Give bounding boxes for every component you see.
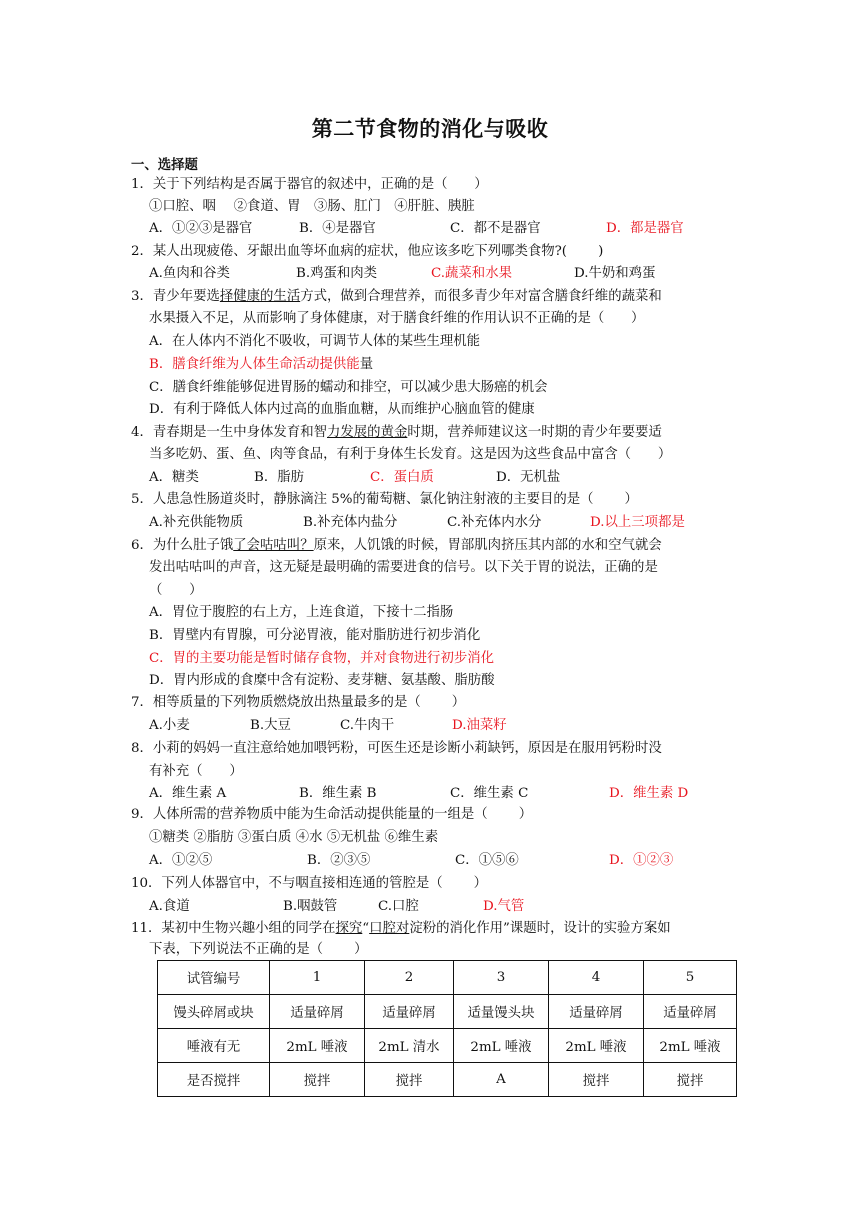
question-1-stem: 1．关于下列结构是否属于器官的叙述中，正确的是（ ）	[131, 177, 488, 192]
table-header-cell: 试管编号	[158, 961, 270, 995]
question-6-stem-line1: 6．为什么肚子饿了会咕咕叫？原来，人饥饿的时候，胃部肌肉挤压其内部的水和空气就会	[131, 538, 662, 553]
table-header-cell: 2	[365, 961, 454, 995]
option-b: B．维生素 B	[299, 786, 377, 801]
option-c: C.牛肉干	[340, 718, 395, 733]
question-7-stem: 7．相等质量的下列物质燃烧放出热量最多的是（ ）	[131, 695, 466, 710]
table-cell: 搅拌	[644, 1063, 737, 1097]
question-6-stem-line2: 发出咕咕叫的声音，这无疑是最明确的需要进食的信号。以下关于胃的说法，正确的是	[149, 560, 658, 575]
option-a: A.食道	[149, 899, 190, 914]
table-header-cell: 4	[549, 961, 644, 995]
table-cell: 适量碎屑	[644, 995, 737, 1029]
option-a: A．胃位于腹腔的右上方，上连食道，下接十二指肠	[149, 605, 454, 620]
question-11-stem-line2: 下表，下列说法不正确的是（ ）	[149, 942, 368, 957]
table-cell: 适量馒头块	[454, 995, 549, 1029]
table-cell: 馒头碎屑或块	[158, 995, 270, 1029]
question-8-stem-line2: 有补充（ ）	[149, 764, 243, 779]
table-cell: 2mL 唾液	[644, 1029, 737, 1063]
question-1-options	[149, 220, 709, 238]
option-c-answer: C.蔬菜和水果	[431, 266, 512, 281]
option-b: B.咽鼓管	[283, 899, 338, 914]
question-9-items: ①糖类 ②脂肪 ③蛋白质 ④水 ⑤无机盐 ⑥维生素	[149, 830, 439, 845]
option-d: D．有利于降低人体内过高的血脂血糖，从而维护心脑血管的健康	[149, 402, 535, 417]
option-a: A．①②③是器官	[149, 221, 253, 236]
table-cell: 是否搅拌	[158, 1063, 270, 1097]
question-9-stem: 9．人体所需的营养物质中能为生命活动提供能量的一组是（ ）	[131, 807, 533, 822]
question-11-stem-line1: 11．某初中生物兴趣小组的同学在探究“口腔对淀粉的消化作用”课题时，设计的实验方案如	[131, 921, 671, 936]
question-3-stem-line1: 3．青少年要选择健康的生活方式，做到合理营养，而很多青少年对富含膳食纤维的蔬菜和	[131, 289, 662, 304]
table-header-cell: 3	[454, 961, 549, 995]
question-8-options	[149, 785, 729, 803]
table-cell: 2mL 唾液	[549, 1029, 644, 1063]
question-1-items: ①口腔、咽 ②食道、胃 ③肠、肛门 ④肝脏、胰脏	[149, 199, 475, 214]
option-c: C．①⑤⑥	[455, 853, 519, 868]
option-d-answer: D．都是器官	[606, 221, 684, 236]
table-cell: 2mL 唾液	[454, 1029, 549, 1063]
section-heading: 一、选择题	[131, 157, 198, 173]
table-cell: 2mL 清水	[365, 1029, 454, 1063]
option-d-answer: D．①②③	[609, 853, 674, 868]
question-4-stem-line2: 当多吃奶、蛋、鱼、肉等食品，有利于身体生长发育。这是因为这些食品中富含（ ）	[149, 447, 672, 462]
table-cell: 唾液有无	[158, 1029, 270, 1063]
option-c-answer: C．蛋白质	[370, 470, 434, 485]
option-c: C．都不是器官	[450, 221, 541, 236]
question-8-stem-line1: 8．小莉的妈妈一直注意给她加喂钙粉，可医生还是诊断小莉缺钙，原因是在服用钙粉时没	[131, 741, 662, 756]
table-row	[158, 995, 737, 1029]
experiment-table	[157, 960, 737, 1097]
option-b: B．④是器官	[299, 221, 376, 236]
question-3-stem-line2: 水果摄入不足，从而影响了身体健康，对于膳食纤维的作用认识不正确的是（ ）	[149, 311, 645, 326]
option-c: C．维生素 C	[450, 786, 529, 801]
option-a: A.小麦	[149, 718, 190, 733]
option-a: A．①②⑤	[149, 853, 213, 868]
option-d: D.牛奶和鸡蛋	[574, 266, 656, 281]
question-5-stem: 5．人患急性肠道炎时，静脉滴注 5%的葡萄糖、氯化钠注射液的主要目的是（ ）	[131, 492, 638, 507]
table-cell: A	[454, 1063, 549, 1097]
question-4-stem-line1: 4．青春期是一生中身体发育和智力发展的黄金时期，营养师建议这一时期的青少年要要适	[131, 425, 662, 440]
question-2-options	[149, 265, 709, 283]
option-b: B.大豆	[250, 718, 291, 733]
question-6-stem-line3: （ ）	[149, 583, 203, 598]
option-d-answer: D．维生素 D	[609, 786, 689, 801]
option-c: C．膳食纤维能够促进胃肠的蠕动和排空，可以减少患大肠癌的机会	[149, 380, 548, 395]
table-cell: 搅拌	[365, 1063, 454, 1097]
table-header-cell: 5	[644, 961, 737, 995]
table-cell: 适量碎屑	[270, 995, 365, 1029]
option-a: A.补充供能物质	[149, 515, 244, 530]
table-row	[158, 1029, 737, 1063]
option-c: C.口腔	[378, 899, 419, 914]
option-d: D．胃内形成的食糜中含有淀粉、麦芽糖、氨基酸、脂肪酸	[149, 673, 495, 688]
option-c-answer: C．胃的主要功能是暂时储存食物，并对食物进行初步消化	[149, 651, 495, 666]
question-7-options	[149, 717, 709, 735]
option-a: A．维生素 A	[149, 786, 227, 801]
table-cell: 搅拌	[270, 1063, 365, 1097]
table-cell: 适量碎屑	[365, 995, 454, 1029]
option-b-answer: B．膳食纤维为人体生命活动提供能量	[149, 357, 374, 372]
question-4-options	[149, 469, 709, 487]
page-title: 第二节食物的消化与吸收	[311, 117, 549, 141]
option-d: D．无机盐	[496, 470, 561, 485]
table-cell: 2mL 唾液	[270, 1029, 365, 1063]
option-b: B．②③⑤	[307, 853, 371, 868]
question-9-options	[149, 852, 729, 870]
option-b: B.补充体内盐分	[303, 515, 398, 530]
option-d-answer: D.气管	[483, 899, 525, 914]
option-b: B．脂肪	[254, 470, 305, 485]
table-cell: 适量碎屑	[549, 995, 644, 1029]
option-a: A．糖类	[149, 470, 199, 485]
table-row	[158, 1063, 737, 1097]
table-header-cell: 1	[270, 961, 365, 995]
option-d-answer: D.以上三项都是	[590, 515, 685, 530]
option-b: B.鸡蛋和肉类	[296, 266, 378, 281]
option-a: A.鱼肉和谷类	[149, 266, 230, 281]
table-cell: 搅拌	[549, 1063, 644, 1097]
option-c: C.补充体内水分	[447, 515, 542, 530]
option-a: A．在人体内不消化不吸收，可调节人体的某些生理机能	[149, 334, 481, 349]
question-10-options	[149, 898, 709, 916]
question-2-stem: 2．某人出现疲倦、牙龈出血等坏血病的症状，他应该多吃下列哪类食物?( )	[131, 244, 604, 259]
option-d-answer: D.油菜籽	[452, 718, 507, 733]
question-10-stem: 10．下列人体器官中，不与咽直接相连通的管腔是（ ）	[131, 876, 488, 891]
table-header-row	[158, 961, 737, 995]
option-b: B．胃壁内有胃腺，可分泌胃液，能对脂肪进行初步消化	[149, 628, 481, 643]
question-5-options	[149, 514, 709, 532]
